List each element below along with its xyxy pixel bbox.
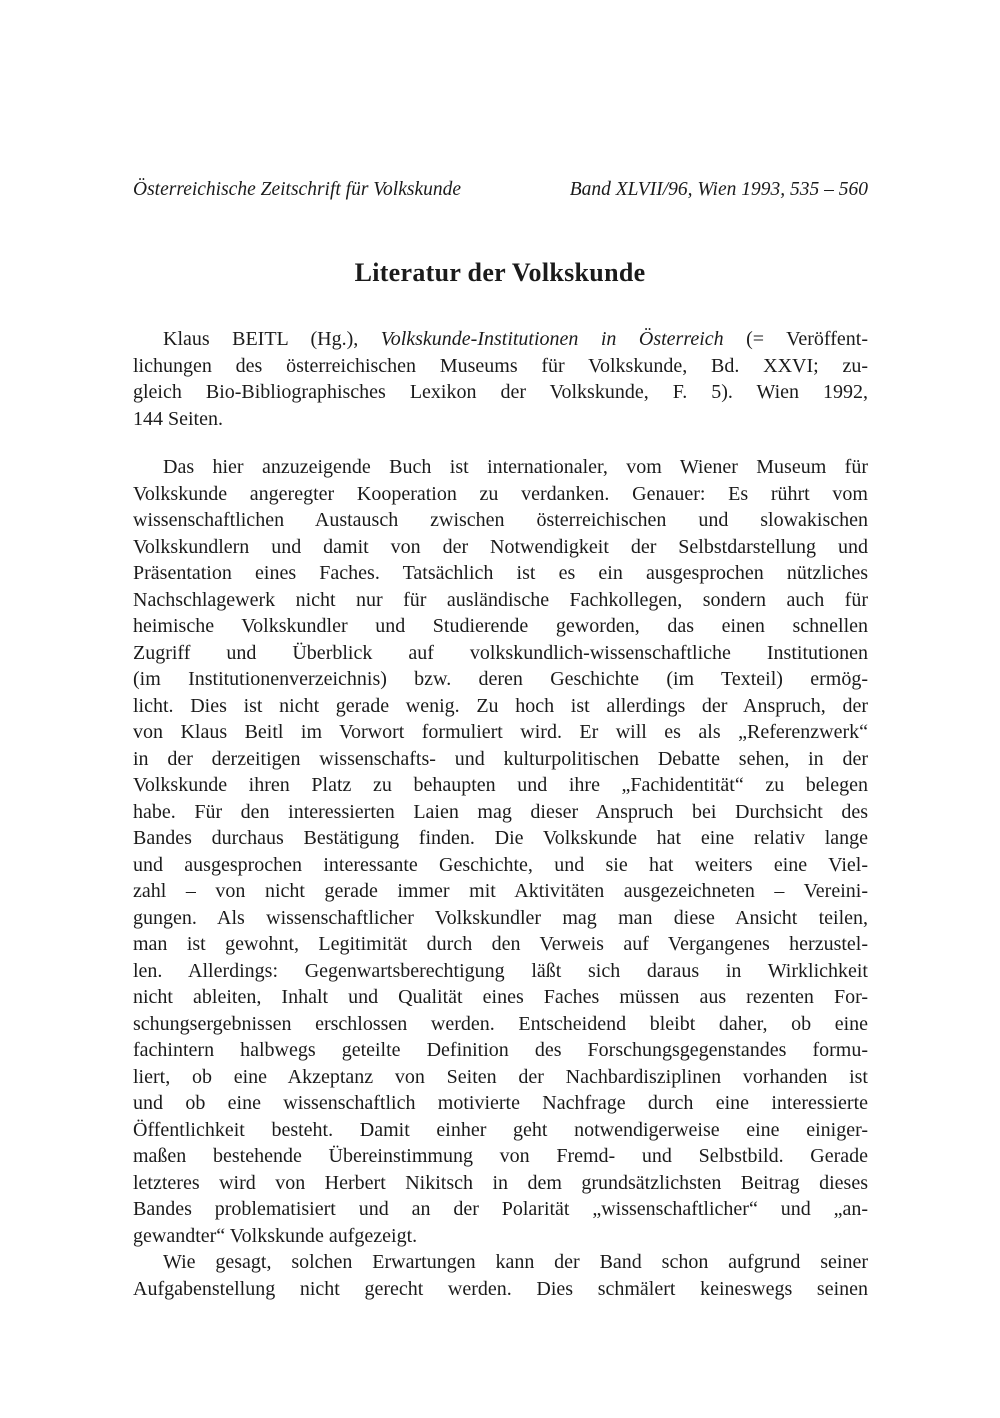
text-segment: Nachschlagewerk nicht nur für ausländische Fachkollegen, sondern auch für (133, 588, 868, 611)
text-line (133, 958, 868, 985)
text-line (133, 878, 868, 905)
text-line (133, 693, 868, 720)
text-segment: Bandes problematisiert und an der Polarität „wissenschaftlicher“ und „an- (133, 1198, 868, 1220)
text-line (133, 666, 868, 693)
text-line (133, 1117, 868, 1144)
text-line (133, 640, 868, 667)
text-segment: habe. Für den interessierten Laien mag dieser Anspruch bei Durchsicht des (133, 800, 868, 823)
text-line (133, 379, 868, 406)
page-title: Literatur der Volkskunde (354, 258, 646, 287)
text-segment: Das hier anzuzeigende Buch ist internationaler, vom Wiener Museum für (163, 456, 868, 478)
text-line (133, 1064, 868, 1091)
text-segment: liert, ob eine Akzeptanz von Seiten der Nachbardisziplinen vorhanden ist (133, 1065, 868, 1088)
issue-info: Band XLVII/96, Wien 1993, 535 – 560 (569, 179, 868, 200)
text-segment: gewandter“ Volkskunde aufgezeigt. (133, 1224, 418, 1247)
text-segment: len. Allerdings: Gegenwartsberechtigung läßt sich daraus in Wirklichkeit (133, 959, 868, 982)
text-segment: Volkskunde angeregter Kooperation zu verdanken. Genauer: Es rührt vom (133, 482, 868, 505)
text-segment: schungsergebnissen erschlossen werden. Entscheidend bleibt daher, ob eine (133, 1012, 868, 1035)
text-line (133, 613, 868, 640)
text-segment: Klaus BEITL (Hg.), (163, 328, 381, 350)
text-segment: gungen. Als wissenschaftlicher Volkskundler mag man diese Ansicht teilen, (133, 906, 868, 929)
text-line (133, 353, 868, 380)
italic-text-segment: Volkskunde-Institutionen in Österreich (380, 328, 724, 350)
text-line (133, 560, 868, 587)
text-segment: 144 Seiten. (133, 407, 223, 430)
text-segment: Präsentation eines Faches. Tatsächlich ist es ein ausgesprochen nützliches (133, 562, 868, 584)
text-line (133, 1276, 868, 1303)
text-segment: heimische Volkskundler und Studierende geworden, das einen schnellen (133, 615, 868, 637)
text-line (133, 326, 868, 353)
text-segment: letzteres wird von Herbert Nikitsch in dem grundsätzlichsten Beitrag dieses (133, 1171, 868, 1194)
text-segment: nicht ableiten, Inhalt und Qualität eines Faches müssen aus rezenten For- (133, 986, 868, 1008)
text-line (133, 852, 868, 879)
text-line (133, 772, 868, 799)
text-line (133, 534, 868, 561)
text-segment: Bandes durchaus Bestätigung finden. Die Volkskunde hat eine relativ lange (133, 827, 868, 849)
text-line (133, 406, 868, 433)
paragraph (133, 1249, 868, 1302)
text-line (133, 1143, 868, 1170)
text-line (133, 1037, 868, 1064)
text-line (133, 1090, 868, 1117)
text-segment: (im Institutionenverzeichnis) bzw. deren Geschichte (im Texteil) ermög- (133, 668, 868, 690)
text-line (133, 507, 868, 534)
text-line (133, 825, 868, 852)
page-header (133, 179, 868, 201)
text-line (133, 587, 868, 614)
text-segment: wissenschaftlichen Austausch zwischen österreichischen und slowakischen (133, 509, 868, 531)
text-line (133, 984, 868, 1011)
text-segment: Öffentlichkeit besteht. Damit einher geht notwendigerweise eine einiger- (133, 1118, 868, 1141)
text-segment: Wie gesagt, solchen Erwartungen kann der Band schon aufgrund seiner (163, 1251, 868, 1273)
text-line (133, 1249, 868, 1276)
text-line (133, 799, 868, 826)
text-segment: Volkskunde ihren Platz zu behaupten und ihre „Fachidentität“ zu belegen (133, 774, 868, 796)
paragraph (133, 454, 868, 1249)
text-line (133, 1223, 868, 1250)
text-line (133, 905, 868, 932)
text-segment: fachintern halbwegs geteilte Definition des Forschungsgegenstandes formu- (133, 1039, 868, 1061)
text-segment: in der derzeitigen wissenschafts- und kulturpolitischen Debatte sehen, in der (133, 747, 868, 770)
text-segment: zahl – von nicht gerade immer mit Aktivitäten ausgezeichneten – Vereini- (133, 880, 868, 902)
text-line (133, 746, 868, 773)
text-segment: von Klaus Beitl im Vorwort formuliert wird. Er will es als „Referenzwerk“ (133, 721, 868, 743)
text-line (133, 481, 868, 508)
text-line (133, 1011, 868, 1038)
text-segment: lichungen des österreichischen Museums für Volkskunde, Bd. XXVI; zu- (133, 354, 868, 377)
text-segment: gleich Bio-Bibliographisches Lexikon der Volkskunde, F. 5). Wien 1992, (133, 381, 868, 403)
text-segment: und ob eine wissenschaftlich motivierte Nachfrage durch eine interessierte (133, 1092, 868, 1114)
text-line (133, 454, 868, 481)
text-segment: licht. Dies ist nicht gerade wenig. Zu hoch ist allerdings der Anspruch, der (133, 694, 868, 717)
text-segment: Volkskundlern und damit von der Notwendigkeit der Selbstdarstellung und (133, 535, 868, 558)
text-segment: Zugriff und Überblick auf volkskundlich-wissenschaftliche Institutionen (133, 641, 868, 664)
text-line (133, 931, 868, 958)
journal-name: Österreichische Zeitschrift für Volkskunde (133, 179, 462, 200)
text-segment: und ausgesprochen interessante Geschichte, und sie hat weiters eine Viel- (133, 853, 868, 876)
text-segment: Aufgabenstellung nicht gerecht werden. Dies schmälert keineswegs seinen (133, 1277, 868, 1300)
text-segment: maßen bestehende Übereinstimmung von Fremd- und Selbstbild. Gerade (133, 1145, 868, 1167)
text-line (133, 1170, 868, 1197)
text-segment: (= Veröffent- (723, 328, 868, 350)
text-segment: man ist gewohnt, Legitimität durch den Verweis auf Vergangenes herzustel- (133, 933, 868, 955)
article-body (133, 326, 868, 1302)
text-line (133, 1196, 868, 1223)
paragraph (133, 326, 868, 432)
text-line (133, 719, 868, 746)
